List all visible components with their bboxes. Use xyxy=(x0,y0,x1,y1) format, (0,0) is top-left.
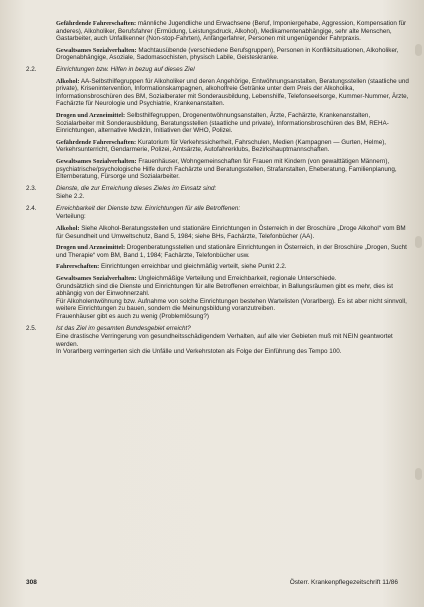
section-title: Ist das Ziel im gesamten Bundesgebiet erreicht? xyxy=(56,324,191,332)
paragraph xyxy=(26,298,410,313)
paragraph-text: Ungleichmäßige Verteilung und Erreichbarkeit, regionale Unterschiede. xyxy=(136,275,337,283)
paragraph-text: Machtausübende (verschiedene Berufsgruppen), Personen in Konfliktsituationen, Alkoholiker, Drogenabhängige, Asoziale, Sadomasochisten, physisch Labile, Geisteskranke. xyxy=(56,46,399,62)
publication-name: Österr. Krankenpflegezeitschrift 11/86 xyxy=(289,579,398,586)
paragraph xyxy=(26,225,410,240)
section-heading xyxy=(26,66,410,74)
section-number: 2.4. xyxy=(26,204,37,212)
paragraph-text: Siehe 2.2. xyxy=(56,193,85,201)
section-heading xyxy=(26,185,410,193)
page-number: 308 xyxy=(26,579,37,586)
paragraph-lead: Alkohol: xyxy=(56,77,80,85)
paragraph-text: Kuratorium für Verkehrssicherheit, Fahrschulen, Medien (Kampagnen — Gurten, Helme), Verkehrsunterricht, Gendarmerie, Polizei, Amtsärzte, Autofahrerklubs, Bezirkshauptmannschaften. xyxy=(56,138,387,154)
paragraph xyxy=(26,158,410,181)
section-number: 2.2. xyxy=(26,65,37,73)
paragraph-text: Verteilung: xyxy=(56,213,86,221)
paragraph xyxy=(26,112,410,135)
paragraph xyxy=(26,139,410,154)
paragraph-text: Eine drastische Verringerung von gesundheitsschädigendem Verhalten, auf alle vier Gebieten muß mit NEIN geantwortet werden. xyxy=(56,333,393,348)
page-body xyxy=(26,16,410,356)
paragraph-lead: Gewaltsames Sozialverhalten: xyxy=(56,275,137,283)
paragraph-lead: Drogen und Arzneimittel: xyxy=(56,111,126,119)
paragraph-lead: Gewaltsames Sozialverhalten: xyxy=(56,46,137,54)
binder-hole xyxy=(415,44,422,56)
paragraph-text: AA-Selbsthilfegruppen für Alkoholiker und deren Angehörige, Entwöhnungsanstalten, Beratungsstellen (staatliche und private), Krisenintervention, Informationskampagnen, alkoholfreie Getränke unter dem Preis der Alkoholika, Informationsbroschüren des BM, Sozialberater mit Sonderausbildung, Lebenshilfe, Telefonseelsorge, Kummer-Nummer, Ärzte, Fachärzte für Neurologie und Psychiatrie, Krankenanstalten. xyxy=(56,77,409,108)
section-title: Einrichtungen bzw. Hilfen in bezug auf dieses Ziel xyxy=(56,65,195,73)
paragraph xyxy=(26,20,410,43)
paragraph xyxy=(26,313,410,321)
paragraph-lead: Drogen und Arzneimittel: xyxy=(56,244,126,252)
paragraph-lead: Gefährdende Fahrerschaften: xyxy=(56,138,137,146)
paragraph xyxy=(26,193,410,201)
paragraph xyxy=(26,213,410,221)
section-title: Dienste, die zur Erreichung dieses Zieles im Einsatz sind: xyxy=(56,184,217,192)
section-title: Erreichbarkeit der Dienste bzw. Einrichtungen für alle Betroffenen: xyxy=(56,204,241,212)
paragraph xyxy=(26,283,410,298)
section-number: 2.5. xyxy=(26,324,37,332)
paragraph-text: männliche Jugendliche und Erwachsene (Beruf, Imponiergehabe, Aggression, Kompensation für anderes), Alkoholiker, Berufsfahrer (Ermüdung, Leistungsdruck, Alkohol), Medikamentenabhängige, sehr alte Menschen, Gastarbeiter, auch Unfallkenner (Non-stop-Fahrten), Anfängerfahrer, Personen mit ungenügender Fahrpraxis. xyxy=(56,20,407,43)
paragraph-text: Frauenhäuser, Wohngemeinschaften für Frauen mit Kindern (von gewalttätigen Männern), psychiatrische/psychologische Hilfe durch Fachärzte und Beratungsstellen, Strafanstalten, Eheberatung, Familienplanung, Elternberatung, Fürsorge und Sozialarbeiter. xyxy=(56,157,397,181)
paragraph-text: Selbsthilfegruppen, Drogenentwöhnungsanstalten, Ärzte, Fachärzte, Krankenanstalten, Sozialarbeiter mit Sonderausbildung, Beratungsstellen (staatliche und private), Informationsbroschüren des BM, REHA-Einrichtungen, alternative Medizin, Initiativen der WHO, Polizei. xyxy=(56,111,389,135)
paragraph xyxy=(26,47,410,62)
paragraph-text: In Vorarlberg verringerten sich die Unfälle und Verkehrstoten als Folge der Einführung des Tempo 100. xyxy=(56,348,342,356)
paragraph-lead: Alkohol: xyxy=(56,225,80,233)
binder-hole xyxy=(415,236,422,248)
paragraph xyxy=(26,275,410,283)
section-number: 2.3. xyxy=(26,184,37,192)
paragraph-text: Frauenhäuser gibt es auch zu wenig (Problemlösung?) xyxy=(56,313,209,320)
paragraph-text: Grundsätzlich sind die Dienste und Einrichtungen für alle Betroffenen erreichbar, in Ballungsräumen gibt es mehr, dies ist abhängig von der Einwohnerzahl. xyxy=(56,282,393,298)
paragraph-text: Einrichtungen erreichbar und gleichmäßig verteilt, siehe Punkt 2.2. xyxy=(99,263,287,271)
section-heading xyxy=(26,205,410,213)
paragraph-lead: Gewaltsames Sozialverhalten: xyxy=(56,157,137,165)
paragraph-lead: Fahrerschaften: xyxy=(56,263,100,271)
paragraph xyxy=(26,348,410,356)
binder-hole xyxy=(415,468,422,480)
paragraph xyxy=(26,263,410,271)
paragraph xyxy=(26,244,410,259)
paragraph-text: Siehe Alkohol-Beratungsstellen und stationäre Einrichtungen in Österreich in der Broschüre „Droge Alkohol“ vom BM für Gesundheit und Umweltschutz, Band 5, 1984; siehe BHs, Fachärzte, Telefonbücher (AA). xyxy=(56,225,406,240)
paragraph-text: Drogenberatungsstellen und stationäre Einrichtungen in Österreich, in der Broschüre „Drogen, Sucht und Therapie“ vom BM, Band 1, 1984; Fachärzte, Telefonbücher usw. xyxy=(56,244,407,259)
paragraph xyxy=(26,78,410,108)
paragraph-text: Für Alkoholentwöhnung bzw. Aufnahme von solche Einrichtungen bestehen Wartelisten (Vorarlberg). Es ist aber nicht sinnvoll, weitere Einrichtungen zu bauen, sondern die Meinungsbildung voranzutreiben. xyxy=(56,297,407,313)
paragraph-lead: Gefährdende Fahrerschaften: xyxy=(56,20,137,27)
paragraph xyxy=(26,333,410,348)
section-heading xyxy=(26,325,410,333)
